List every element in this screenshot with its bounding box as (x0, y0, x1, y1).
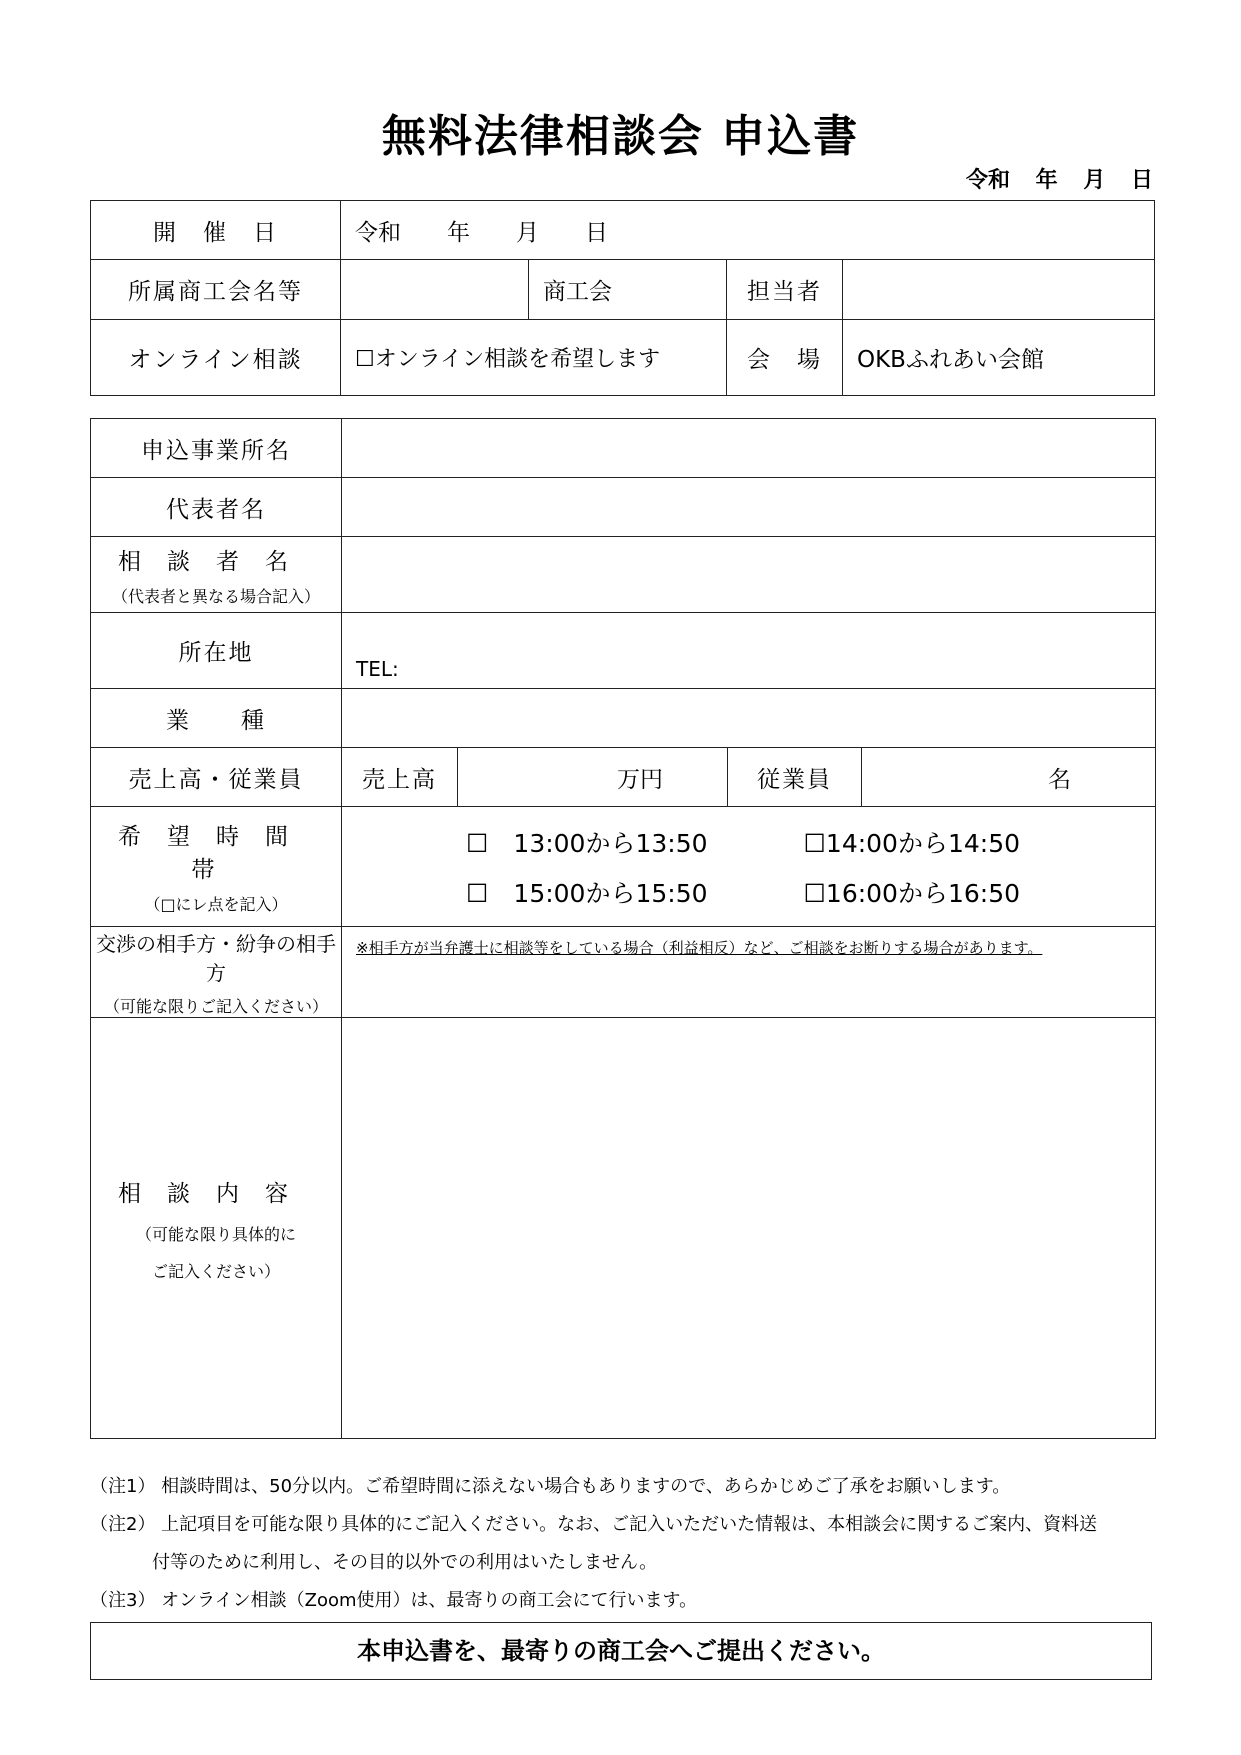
content-sub-2: ご記入ください） (151, 1261, 280, 1281)
time-slot-1600[interactable]: ☐16:00から16:50 (803, 878, 1021, 908)
employees-field[interactable]: 名 (862, 748, 1156, 807)
business-name-label: 申込事業所名 (91, 419, 342, 478)
industry-field[interactable] (342, 689, 1156, 748)
consultant-sub: （代表者と異なる場合記入） (111, 586, 320, 606)
time-slot-1400[interactable]: ☐14:00から14:50 (803, 828, 1021, 858)
org-suffix: 商工会 (529, 260, 727, 320)
business-name-field[interactable] (342, 419, 1156, 478)
employees-label: 従業員 (728, 748, 862, 807)
rep-field[interactable] (342, 478, 1156, 537)
industry-label: 業 種 (91, 689, 342, 748)
address-label: 所在地 (91, 613, 342, 689)
venue-label: 会 場 (727, 320, 843, 396)
online-checkbox[interactable]: ☐オンライン相談を希望します (341, 320, 727, 396)
event-date-field[interactable]: 令和 年 月 日 (341, 201, 1155, 260)
staff-field[interactable] (843, 260, 1155, 320)
sales-emp-label: 売上高・従業員 (91, 748, 342, 807)
consultant-label: 相談者名 （代表者と異なる場合記入） (91, 537, 342, 613)
time-sub: （□にレ点を記入） (144, 895, 288, 914)
sales-label: 売上高 (342, 748, 458, 807)
page-title: 無料法律相談会 申込書 (381, 111, 860, 162)
consultant-field[interactable] (342, 537, 1156, 613)
notes (90, 1468, 1170, 1620)
submit-instruction: 本申込書を、最寄りの商工会へご提出ください。 (90, 1622, 1152, 1680)
content-field[interactable] (342, 1018, 1156, 1439)
sales-field[interactable]: 万円 (458, 748, 728, 807)
applicant-table (90, 418, 1156, 1439)
note-2-cont: 付等のために利用し、その目的以外での利用はいたしません。 (152, 1552, 658, 1573)
note-2: （注2） 上記項目を可能な限り具体的にご記入ください。なお、ご記入いただいた情報は、本相談会に関するご案内、資料送 (90, 1514, 1098, 1535)
rep-label: 代表者名 (91, 478, 342, 537)
time-label: 希望時間帯 （□にレ点を記入） (91, 807, 342, 927)
header-date: 令和 年 月 日 (966, 168, 1153, 193)
note-1: （注1） 相談時間は、50分以内。ご希望時間に添えない場合もありますので、あらかじめご了承をお願いします。 (90, 1476, 1011, 1497)
event-info-table (90, 200, 1155, 396)
tel-label: TEL: (356, 657, 399, 681)
event-date-label: 開 催 日 (91, 201, 341, 260)
opponent-field[interactable]: ※相手方が当弁護士に相談等をしている場合（利益相反）など、ご相談をお断りする場合があります。 (342, 927, 1156, 1018)
opponent-label: 交渉の相手方・紛争の相手方 （可能な限りご記入ください） (91, 927, 342, 1018)
opponent-sub: （可能な限りご記入ください） (103, 996, 328, 1016)
staff-label: 担当者 (727, 260, 843, 320)
time-slot-1300[interactable]: ☐ 13:00から13:50 (466, 828, 708, 858)
note-3: （注3） オンライン相談（Zoom使用）は、最寄りの商工会にて行います。 (90, 1590, 698, 1611)
org-label: 所属商工会名等 (91, 260, 341, 320)
content-label: 相談内容 （可能な限り具体的に ご記入ください） (91, 1018, 342, 1439)
time-slots (342, 807, 1156, 927)
online-label: オンライン相談 (91, 320, 341, 396)
time-slot-1500[interactable]: ☐ 15:00から15:50 (466, 878, 708, 908)
org-field[interactable] (341, 260, 529, 320)
venue-value: OKBふれあい会館 (843, 320, 1155, 396)
address-field[interactable] (342, 613, 1156, 689)
content-sub-1: （可能な限り具体的に (135, 1224, 296, 1244)
